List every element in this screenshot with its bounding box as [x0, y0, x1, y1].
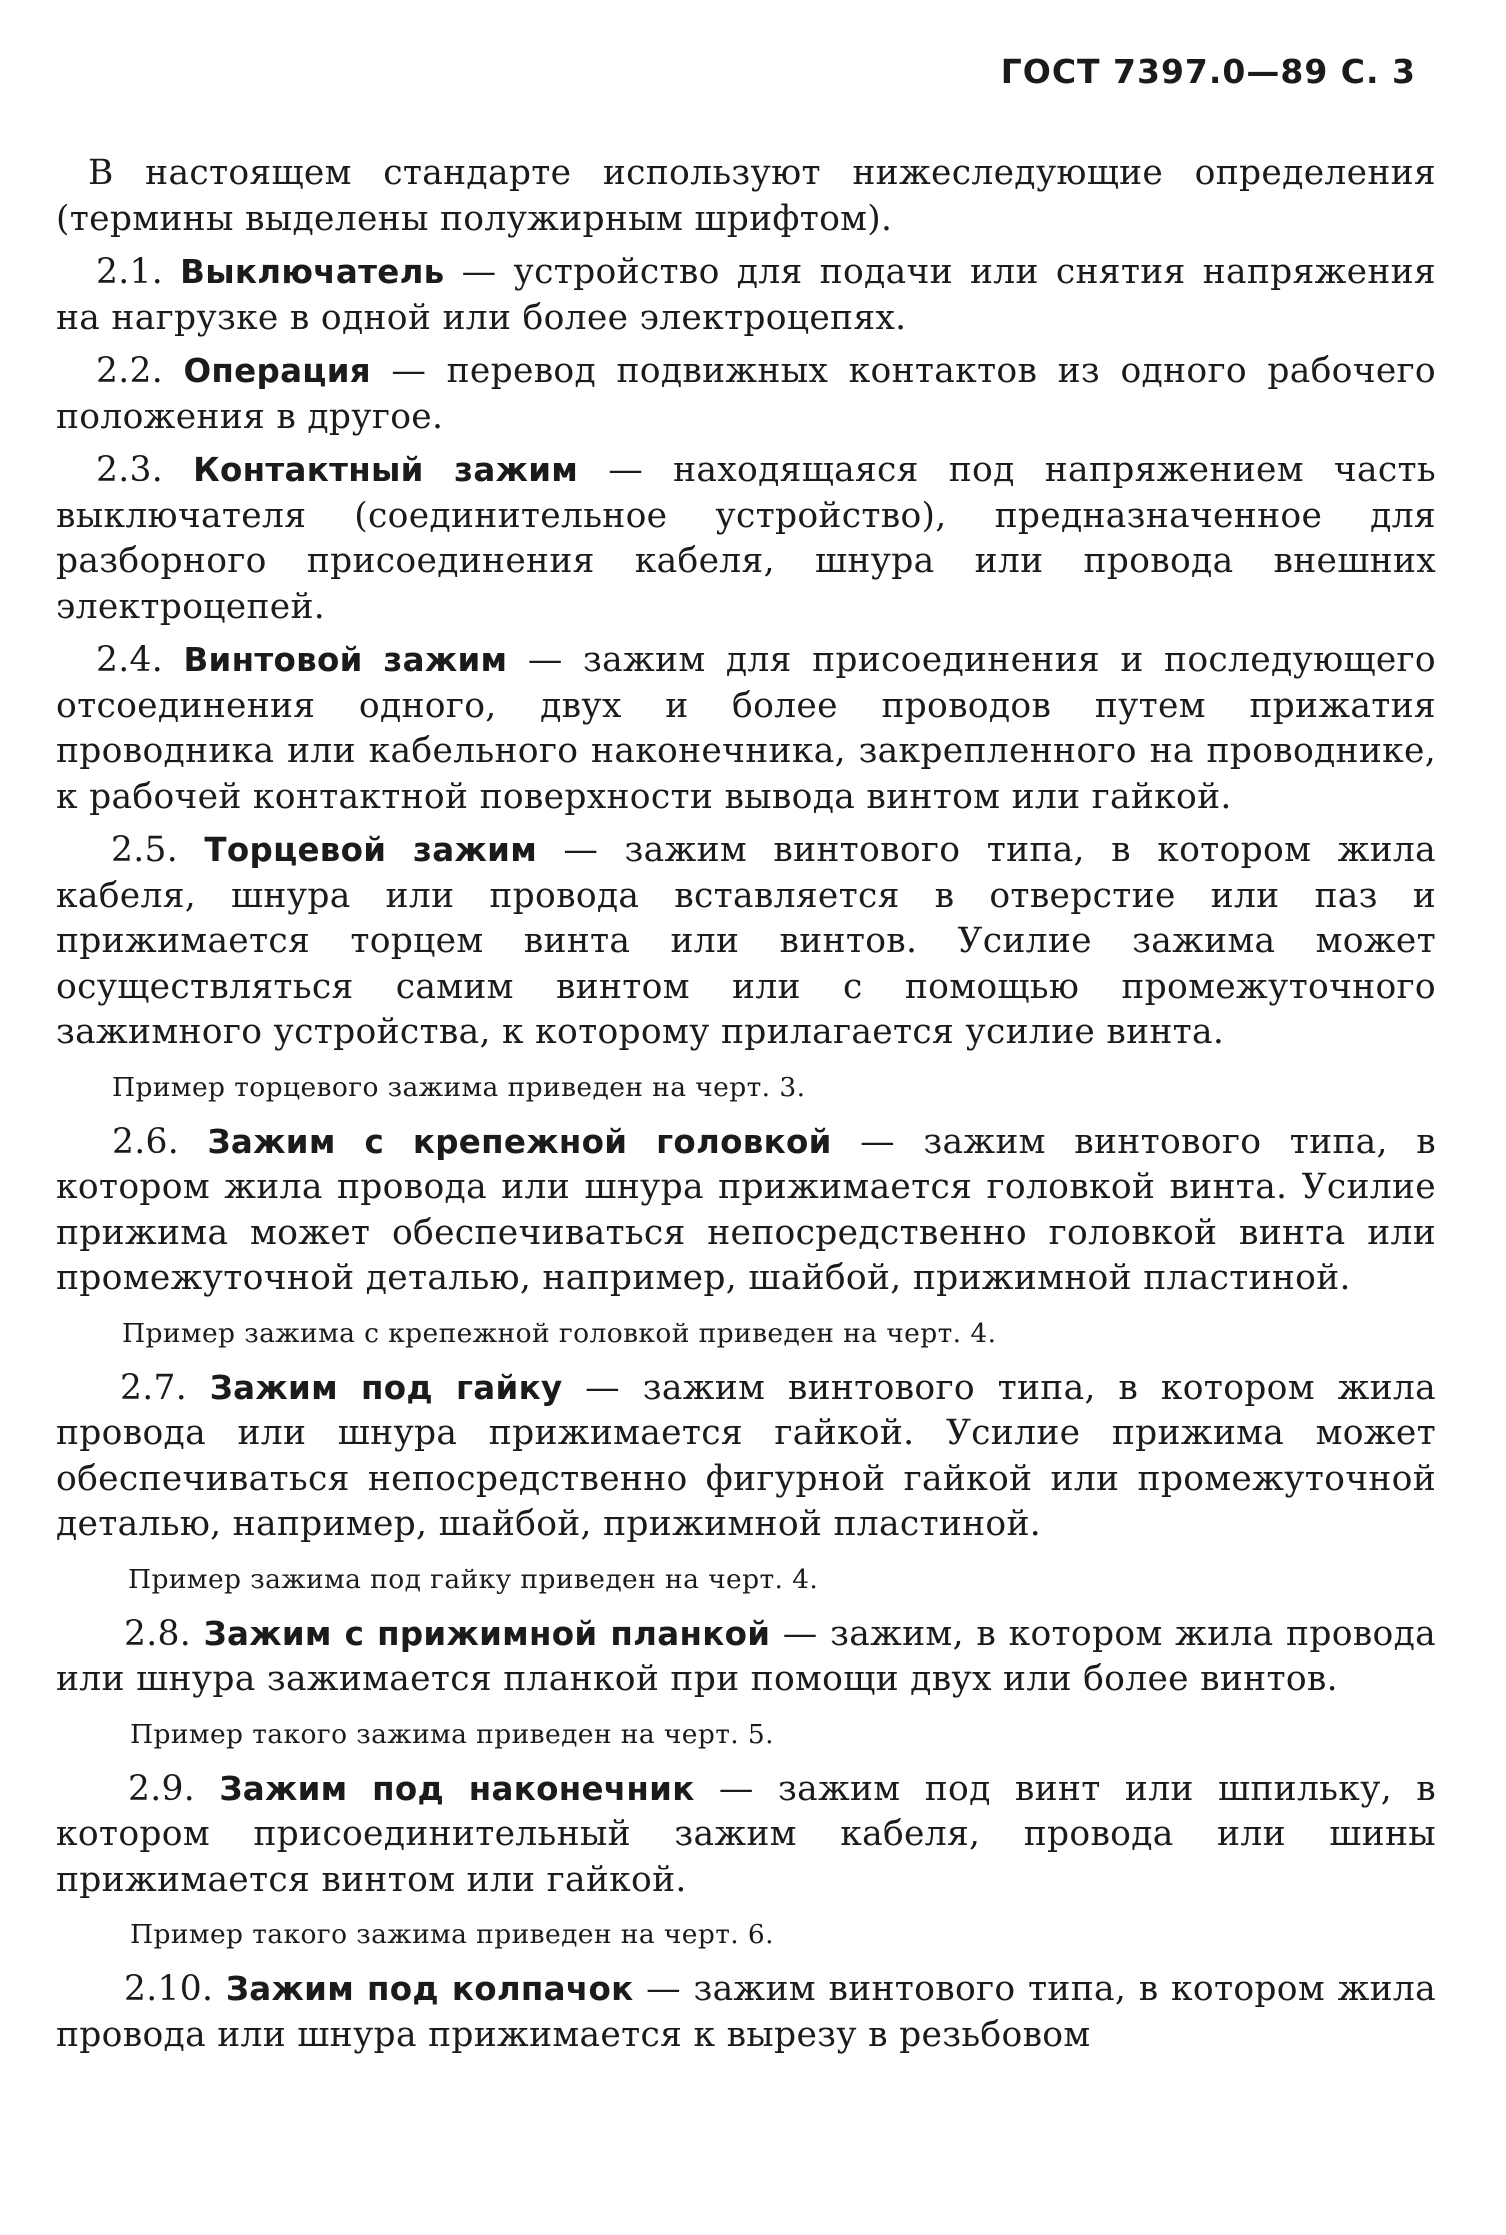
item-number: 2.6.: [112, 1121, 180, 1162]
definition-text: — зажим под винт или шпильку, в котором присоединительный зажим кабеля, провода или шины прижимается винтом или гайкой.: [56, 1768, 1436, 1900]
item-number: 2.7.: [120, 1367, 188, 1408]
term-bold: Винтовой зажим: [183, 641, 508, 679]
item-number: 2.9.: [128, 1768, 196, 1809]
definition-text: — зажим винтового типа, в котором жила провода или шнура прижимается головкой винта. Усилие прижима может обеспечиваться непосредственно головкой винта или промежуточной деталью, например, шайбой, прижимной пластиной.: [56, 1121, 1436, 1298]
term-bold: Зажим под наконечник: [219, 1769, 695, 1808]
note-2-8: Пример такого зажима приведен на черт. 5.: [130, 1718, 775, 1750]
term-bold: Операция: [183, 352, 371, 390]
definition-text: — находящаяся под напряжением часть выключателя (соединительное устройство), предназначенное для разборного присоединения кабеля, шнура или провода внешних электроцепей.: [56, 450, 1436, 627]
definition-2-5: [56, 828, 1436, 1056]
definition-2-6: [56, 1120, 1436, 1302]
intro-paragraph: В настоящем стандарте используют нижеследующие определения (термины выделены полужирным шрифтом).: [56, 153, 1436, 239]
definition-2-4: [56, 638, 1436, 820]
term-bold: Зажим с крепежной головкой: [207, 1122, 832, 1161]
definition-2-1: [56, 250, 1436, 341]
note-2-5: Пример торцевого зажима приведен на черт. 3.: [112, 1071, 806, 1103]
note-2-7: Пример зажима под гайку приведен на черт. 4.: [128, 1563, 819, 1595]
term-bold: Контактный зажим: [193, 451, 579, 489]
definition-2-10: [56, 1967, 1436, 2058]
term-bold: Торцевой зажим: [204, 831, 538, 869]
note-2-6: Пример зажима с крепежной головкой приведен на черт. 4.: [122, 1317, 997, 1349]
definition-2-8: [56, 1612, 1436, 1703]
item-number: 2.10.: [124, 1969, 214, 2009]
definition-text: — перевод подвижных контактов из одного рабочего положения в другое.: [56, 351, 1436, 437]
definition-2-3: [56, 448, 1436, 630]
term-bold: Зажим с прижимной планкой: [203, 1614, 771, 1653]
definition-text: — зажим, в котором жила провода или шнура зажимается планкой при помощи двух или более винтов.: [56, 1613, 1436, 1699]
item-number: 2.5.: [111, 830, 179, 870]
note-2-9: Пример такого зажима приведен на черт. 6.: [130, 1919, 775, 1950]
item-number: 2.3.: [96, 450, 164, 490]
definition-2-2: [56, 349, 1436, 440]
definition-text: — зажим винтового типа, в котором жила провода или шнура прижимается к вырезу в резьбовом: [56, 1969, 1436, 2055]
definition-text: — зажим винтового типа, в котором жила кабеля, шнура или провода вставляется в отверстие или паз и прижимается торцем винта или винтов. Усилие зажима может осуществляться самим винтом или с помощью промежуточного зажимного устройства, к которому прилагается усилие винта.: [56, 830, 1436, 1052]
item-number: 2.2.: [96, 351, 164, 391]
definition-text: — зажим винтового типа, в котором жила провода или шнура прижимается гайкой. Усилие прижима может обеспечиваться непосредственно фигурной гайкой или промежуточной деталью, например, шайбой, прижимной пластиной.: [56, 1367, 1436, 1544]
item-number: 2.8.: [124, 1613, 192, 1654]
item-number: 2.1.: [96, 252, 164, 292]
item-number: 2.4.: [96, 640, 164, 680]
definition-2-9: [56, 1767, 1436, 1904]
definition-text: — устройство для подачи или снятия напряжения на нагрузке в одной или более электроцепях.: [56, 252, 1436, 338]
page-header: ГОСТ 7397.0—89 С. 3: [1000, 52, 1416, 91]
term-bold: Выключатель: [180, 253, 445, 291]
term-bold: Зажим под гайку: [209, 1368, 563, 1407]
definition-2-7: [56, 1366, 1436, 1548]
term-bold: Зажим под колпачок: [225, 1970, 634, 2008]
definition-text: — зажим для присоединения и последующего отсоединения одного, двух и более проводов путем прижатия проводника или кабельного наконечника, закрепленного на проводнике, к рабочей контактной поверхности вывода винтом или гайкой.: [56, 640, 1436, 817]
